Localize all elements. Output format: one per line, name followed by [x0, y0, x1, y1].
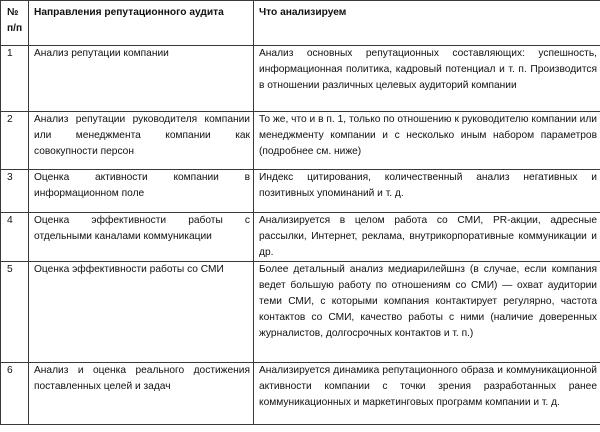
row-analyzed: Индекс цитирования, количественный анализ негативных и позитивных упоминаний и т. д.	[254, 170, 600, 213]
table-row	[1, 170, 600, 213]
row-number: 6	[1, 363, 29, 425]
table-row	[1, 46, 600, 112]
row-analyzed: Анализируется в целом работа со СМИ, PR-акции, адресные рассылки, Интернет, реклама, внутрикорпоративные коммуникации и др.	[254, 213, 600, 262]
row-direction: Анализ репутации компании	[29, 46, 254, 112]
row-number: 1	[1, 46, 29, 112]
row-analyzed: Анализируется динамика репутационного образа и коммуникационной активности компании с точки зрения разработанных ранее коммуникационных и маркетинговых программ компании и т. д.	[254, 363, 600, 425]
header-number-abbr: п/п	[7, 23, 23, 34]
row-direction: Анализ репутации руководителя компании или менеджмента компании как совокупности персон	[29, 112, 254, 170]
header-analyzed: Что анализируем	[254, 1, 600, 46]
table-row	[1, 262, 600, 363]
row-direction: Оценка эффективности работы со СМИ	[29, 262, 254, 363]
row-analyzed: То же, что и в п. 1, только по отношению к руководителю компании или менеджменту компании и с несколько иным набором параметров (подробнее см. ниже)	[254, 112, 600, 170]
header-number-sign: №	[7, 7, 19, 18]
row-number: 4	[1, 213, 29, 262]
table-row	[1, 112, 600, 170]
row-number: 5	[1, 262, 29, 363]
header-row	[1, 1, 600, 46]
table-row	[1, 213, 600, 262]
header-number	[1, 1, 29, 46]
header-direction: Направления репутационного аудита	[29, 1, 254, 46]
table-row	[1, 363, 600, 425]
row-direction: Оценка активности компании в информационном поле	[29, 170, 254, 213]
row-number: 2	[1, 112, 29, 170]
row-number: 3	[1, 170, 29, 213]
row-direction: Оценка эффективности работы с отдельными каналами коммуникации	[29, 213, 254, 262]
row-direction: Анализ и оценка реального достижения поставленных целей и задач	[29, 363, 254, 425]
row-analyzed: Анализ основных репутационных составляющих: успешность, информационная политика, кадровый потенциал и т. п. Производится в отношении различных целевых аудиторий компании	[254, 46, 600, 112]
row-analyzed: Более детальный анализ медиарилейшнз (в случае, если компания ведет большую работу по отношениям со СМИ) — охват аудитории теми СМИ, с которыми компания контактирует регулярно, частота контактов со СМИ, качество работы с ними (наличие доверенных журналистов, долгосрочных контактов и т. п.)	[254, 262, 600, 363]
